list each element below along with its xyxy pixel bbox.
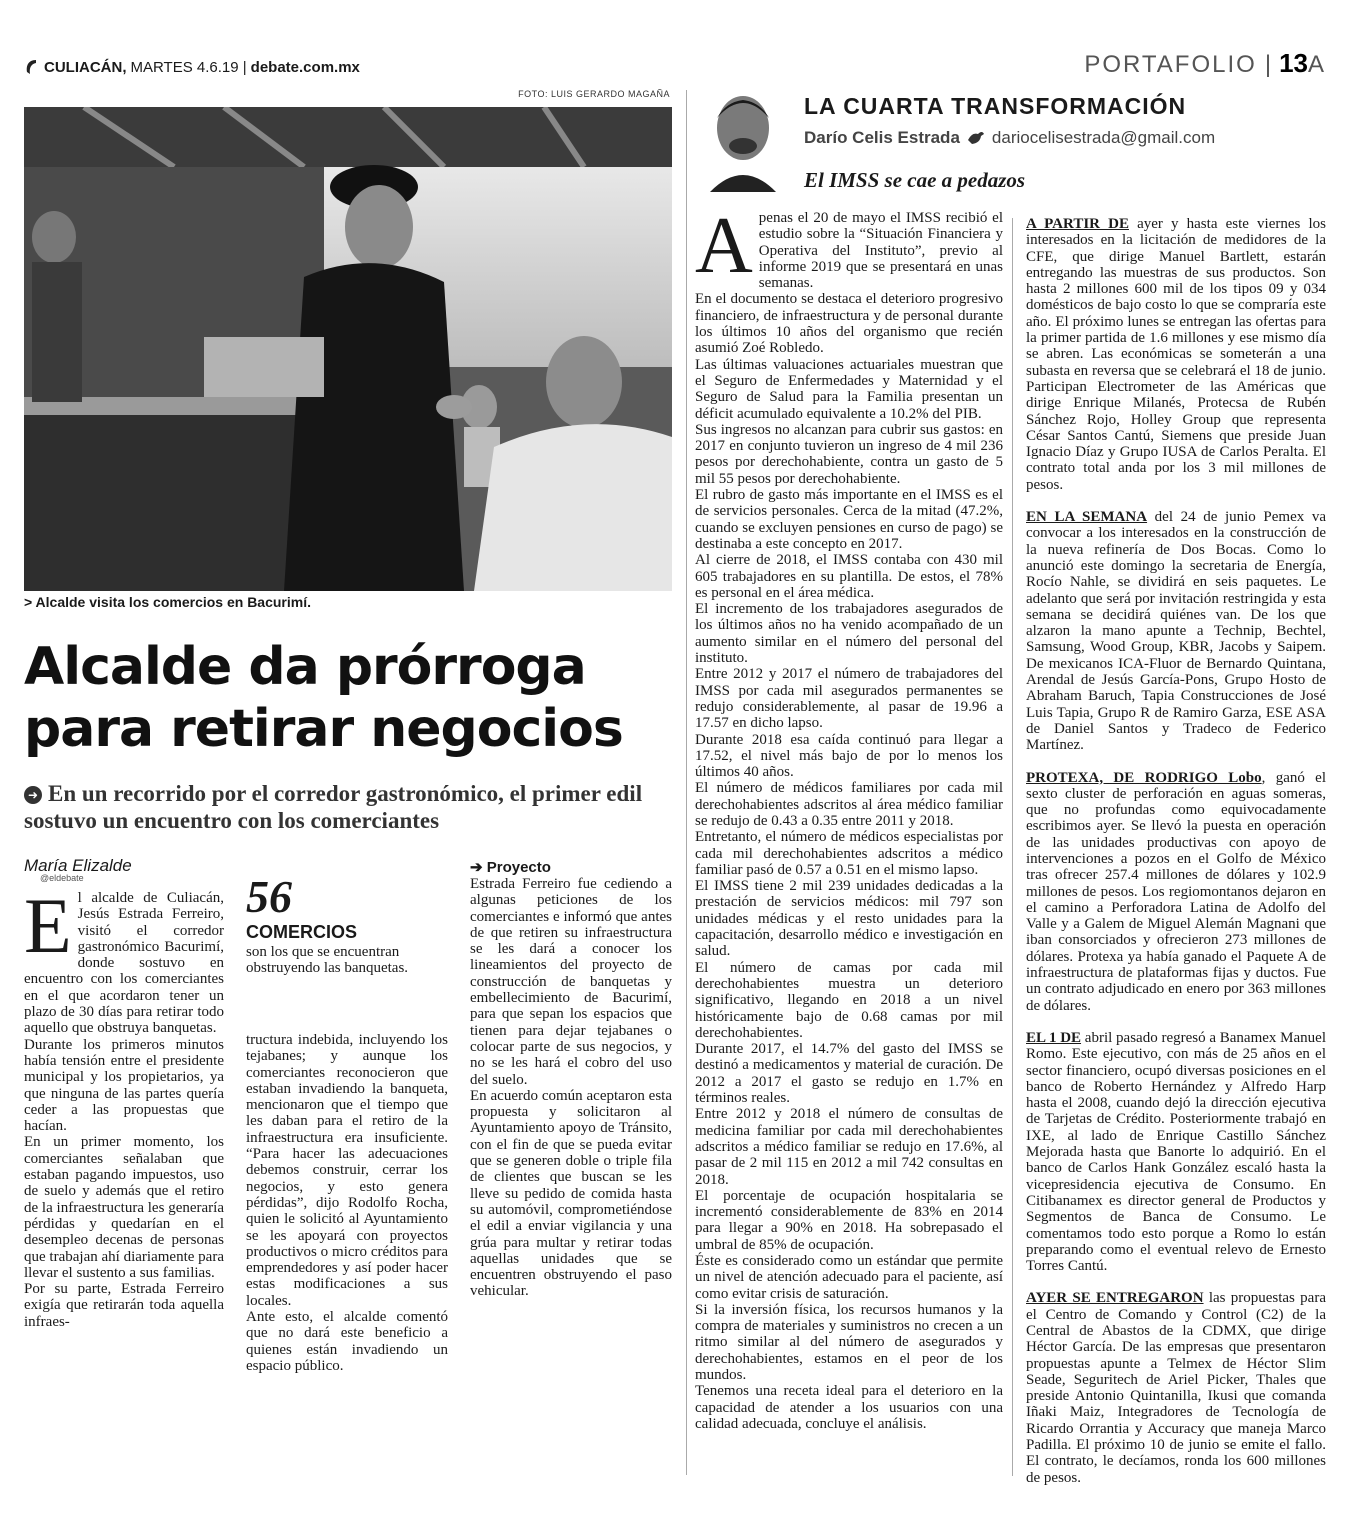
column-paragraph: El incremento de los trabajadores asegurados de los últimos años no ha venido acompañado de un aumento similar en el número del personal del instituto.: [695, 601, 1003, 667]
stat-text: son los que se encuentran obstruyendo las banquetas.: [246, 944, 409, 977]
subsection-label: ➔ Proyecto: [470, 859, 551, 876]
item-lead: EL 1 DE: [1026, 1029, 1082, 1046]
column-text-left: [695, 202, 1003, 1432]
column-dropcap: A: [695, 202, 753, 290]
section-name: PORTAFOLIO: [1084, 51, 1257, 78]
page-header-right: [1084, 48, 1324, 79]
column-paragraph: Al cierre de 2018, el IMSS contaba con 430 mil 605 trabajadores en su plantilla. De estos, el 78% es personal en el área médica.: [695, 552, 1003, 601]
column-paragraph: Las últimas valuaciones actuariales muestran que el Seguro de Enfermedades y Maternidad y el Seguro de Salud para la Familia presentan un déficit acumulado equivalente a 10.2% del PIB.: [695, 356, 1003, 422]
header-date: MARTES 4.6.19 |: [130, 58, 247, 76]
headline-line-2: para retirar negocios: [24, 699, 623, 759]
column-paragraph: Durante 2018 esa caída continuó para llegar a 17.52, el nivel más bajo de por lo menos los últimos 40 años.: [695, 731, 1003, 781]
column-text-right: [1026, 216, 1326, 1486]
header-city: CULIACÁN,: [44, 58, 127, 76]
column-paragraph: En el documento se destaca el deterioro progresivo financiero, de infraestructura y de personal durante los últimos 10 años del organismo que recién asumió Zoé Robledo.: [695, 291, 1003, 357]
page-number: 13: [1279, 48, 1308, 78]
stat-label: COMERCIOS: [246, 922, 358, 942]
author-email[interactable]: dariocelisestrada@gmail.com: [991, 128, 1216, 147]
column-item-text: , ganó el sexto cluster de perforación en aguas someras, que no profundas como equivocadamente escribimos ayer. Se llevó la puesta en operación de las unidades productivas con apoyo de intervenciones a pozos en el Golfo de México tras ofrecer 257.4 millones de dólares y 102.9 millones de pesos. Los regiomontanos dejaron en el camino a Perforadora Latina de Adolfo del Valle y a Galem de Miguel Alemán Magnani que iban consorciados y ofrecieron 273 millones de dólares. Protexa ya había ganado el Paquete A de infraestructura de plataformas fijas y ductos. Fue un contrato adjudicado en enero por 363 millones de dólares.: [1026, 769, 1327, 1014]
dropcap: E: [24, 882, 72, 969]
item-lead: AYER SE ENTREGARON: [1026, 1290, 1204, 1307]
arrow-bullet-icon: ➜: [24, 786, 42, 804]
column-paragraph: Entre 2012 y 2018 el número de consultas de medicina familiar por cada mil derechohabientes adscritos a médico familiar se redujo en 17.6%, al pasar de 2 mil 115 en 2012 a mil 742 consultas en 2018.: [695, 1106, 1003, 1188]
article-column-3: [470, 876, 672, 1300]
column-title: LA CUARTA TRANSFORMACIÓN: [804, 93, 1187, 119]
article-paragraph: tructura indebida, incluyendo los tejabanes; y aunque los comerciantes reconocieron que estaban invadiendo la banqueta, mencionaron que el tiempo que les daban para el retiro de la infraestructura era insuficiente. “Para hacer las adecuaciones debemos construir, cerrar los negocios, y esto genera pérdidas”, dijo Rodolfo Rocha, quien le solicitó al Ayuntamiento se les apoyará con proyectos productivos o micro créditos para emprendedores y así poder hacer estas modificaciones a sus locales.: [246, 1032, 448, 1309]
column-paragraph: Éste es considerado como un estándar que permite un nivel de atención adecuado para el paciente, así como evitar crisis de saturación.: [695, 1253, 1003, 1302]
column-paragraph: El rubro de gasto más importante en el IMSS es el de servicios personales. Cerca de la mitad (47.2%, cuando se excluyen pensiones en curso de pago) se destinaba a este concepto en 2017.: [695, 487, 1003, 552]
article-paragraph: Por su parte, Estrada Ferreiro exigía que retirarán toda aquella infraes-: [24, 1281, 224, 1330]
photo-caption: > Alcalde visita los comercios en Bacurimí.: [24, 594, 311, 610]
item-lead: PROTEXA, DE RODRIGO Lobo: [1026, 769, 1262, 786]
item-lead: A PARTIR DE: [1026, 216, 1129, 232]
column-paragraph: El porcentaje de ocupación hospitalaria se incrementó considerablemente de 83% en 2014 para llegar a 90% en 2018. Ha sobrepasado el umbral de 85% de ocupación.: [695, 1187, 1003, 1253]
news-photo: [24, 107, 672, 591]
column-paragraph: Entre 2012 y 2017 el número de trabajadores del IMSS por cada mil asegurados permanentes se redujo considerablemente, al pasar de 19.96 a 17.57 en dicho lapso.: [695, 666, 1003, 732]
article-paragraph: l alcalde de Culiacán, Jesús Estrada Ferreiro, visitó el corredor gastronómico Bacurimí, donde sostuvo en encuentro con los comerciantes en el que acordaron tener un plazo de 30 días para retirar todo aquello que obstruya banquetas.: [24, 890, 224, 1037]
stat-number: 56: [246, 871, 292, 922]
bird-icon: [966, 128, 986, 148]
header-site-link[interactable]: debate.com.mx: [250, 58, 360, 76]
columnist-photo: [700, 88, 786, 192]
column-item-text: abril pasado regresó a Banamex Manuel Romo. Este ejecutivo, con más de 25 años en el sector financiero, ocupó diversas posiciones en el banco de Roberto Hernández y Alfredo Harp hasta el 2008, cuando dejó la dirección ejecutiva de Tarjetas de Crédito. Posteriormente trabajó en IXE, al lado de Enrique Castillo Sánchez Mejorada hasta que Banorte lo adquirió. En el banco de Carlos Hank González escaló hasta la vicepresidencia ejecutiva de Consumo. En Citibanamex es director general de Productos y Segmentos de Banca de Consumo. Le comentamos todo esto porque a Romo lo están preparando como el eventual relevo de Ernesto Torres Cantú.: [1026, 1029, 1326, 1275]
column-paragraph: Tenemos una receta ideal para el deterioro en la capacidad de atender a los usuarios con una calidad adecuada, concluye el análisis.: [695, 1383, 1003, 1432]
column-paragraph: penas el 20 de mayo el IMSS recibió el estudio sobre la “Situación Financiera y Operativa del Instituto”, previo al informe 2019 que se presentará en unas semanas.: [758, 210, 1003, 292]
byline-handle: @eldebate: [40, 873, 84, 883]
columnist-portrait: [700, 88, 786, 192]
column-item-text: del 24 de junio Pemex va convocar a los interesados en la construcción de la nueva refinería de Dos Bocas. Como lo anunció este domingo la secretaria de Energía, Rocío Nahle, se dividirá en seis paquetes. Le adelanto que será por invitación restringida y esta semana se decidirá quiénes van. De los que alzaron la mano apunte a Technip, Bechtel, Samsung, Wood Group, KBR, Jacobs y Saipem. De mexicanos ICA-Fluor de Bernardo Quintana, Arendal de Jesús García-Pons, Grupo Hosto de Abraham Baruch, Tapia Construcciones de José Luis Tapia, Grupo R de Ramiro Garza, ESE ASA de Daniel Santos y Tradeco de Federico Martínez.: [1026, 509, 1326, 754]
headline-line-1: Alcalde da prórroga: [24, 637, 586, 697]
article-paragraph: En un primer momento, los comerciantes señalaban que estaban pagando impuestos, uso de suelo y además que el retiro de la infraestructura les generaría pérdidas y quedarían en el desempleo decenas de personas que trabajan ahí diariamente para llevar el sustento a sus familias.: [24, 1134, 224, 1281]
column-author: [804, 128, 1215, 148]
column-paragraph: Durante 2017, el 14.7% del gasto del IMSS se destinó a medicamentos y material de curación. De 2012 a 2017 el gasto se redujo en 1.7% en términos reales.: [695, 1041, 1003, 1107]
column-paragraph: El número de camas por cada mil derechohabientes muestra un deterioro significativo, llegando en 2018 a un nivel históricamente bajo de 0.68 camas por mil derechohabientes.: [695, 959, 1003, 1041]
article-column-1: [24, 882, 224, 1330]
column-paragraph: Entretanto, el número de médicos especialistas por cada mil derechohabientes adscritos a médico familiar pasó de 0.57 a 0.51 en el mismo lapso.: [695, 829, 1003, 878]
article-paragraph: Durante los primeros minutos había tensión entre el presidente municipal y los propietarios, ya que ninguna de las partes quería ceder a las propuestas que hacían.: [24, 1036, 224, 1135]
column-paragraph: Si la inversión física, los recursos humanos y la compra de materiales y suministros no crecen a un ritmo similar al del número de asegurados y derechohabientes, estamos en el peor de los mundos.: [695, 1301, 1003, 1384]
byline-name: María Elizalde: [24, 856, 132, 875]
photo-illustration: [24, 107, 672, 591]
photo-credit: FOTO: LUIS GERARDO MAGAÑA: [518, 89, 670, 99]
article-paragraph: En acuerdo común aceptaron esta propuesta y solicitaron al Ayuntamiento apoyo de Tránsito, con el fin de que se pueda evitar que se generen doble o triple fila de clientes que buscan se les lleve su pedido de comida hasta su automóvil, comprometiéndose el edil a enviar vigilancia y una grúa para multar y retirar todas aquellas unidades que se encuentren obstruyendo el paso vehicular.: [470, 1087, 672, 1300]
column-divider: [1012, 218, 1013, 1476]
header-separator: |: [1264, 51, 1272, 78]
article-subhead: [24, 780, 672, 834]
column-paragraph: El IMSS tiene 2 mil 239 unidades dedicadas a la prestación de servicios médicos: mil 797 son unidades médicas y el resto unidades para la capacitación, desarrollo médico e investigación en salud.: [695, 878, 1003, 960]
article-headline: [24, 636, 672, 760]
column-paragraph: Sus ingresos no alcanzan para cubrir sus gastos: en 2017 en conjunto tuvieron un ingreso de 4 mil 236 pesos por derechohabiente, contra un gasto de 5 mil 55 pesos por derechohabiente.: [695, 421, 1003, 487]
column-subtitle: El IMSS se cae a pedazos: [804, 168, 1026, 192]
column-item-text: las propuestas para el Centro de Comando y Control (C2) de la Central de Abastos de la CDMX, que dirige Héctor García. De las empresas que presentaron propuestas apunte a Telmex de Héctor Slim Seade, Seguritech de Ariel Picker, Thales que preside Antonio Quintanilla, Ikusi que comanda Iñaki Maiz, Integradores de Tecnología de Ricardo Orrantia y Accuracy que maneja Marco Padilla. El próximo 10 de junio se emite el fallo. El contrato, le decíamos, ronda los 600 millones de pesos.: [1026, 1290, 1326, 1486]
subhead-text: En un recorrido por el corredor gastronómico, el primer edil sostuvo un encuentro con los comerciantes: [24, 781, 643, 833]
debate-logo-icon: [24, 58, 40, 76]
author-name: Darío Celis Estrada: [804, 128, 960, 147]
column-paragraph: El número de médicos familiares por cada mil derechohabientes adscritos al área médico familiar se redujo de 0.43 a 0.35 entre 2011 y 2018.: [695, 780, 1003, 829]
article-paragraph: Estrada Ferreiro fue cediendo a algunas peticiones de los comerciantes e informó que antes de que retiren su infraestructura se les dará a conocer los lineamientos del proyecto de construcción de banquetas y embellecimiento de Bacurimí, para que sepan los espacios que tienen para dejar tejabanes o colocar parte de sus negocios, y no se les hará el cobro del uso del suelo.: [470, 876, 672, 1088]
column-item-text: ayer y hasta este viernes los interesados en la licitación de medidores de la CFE, que dirige Manuel Bartlett, estarán entregando las muestras de sus productos. Son hasta 2 millones 600 mil de los tipos 09 y 034 domésticos de bajo costo lo que se compraría este año. El próximo lunes se entregan las ofertas para la primer partida de 1.6 millones y ese mismo día se abren. Las económicas se someterán a una subasta en reversa que se celebrará el 18 de junio. Participan Electrometer de las Américas que dirige Enrique Milanés, Protecsa de Rubén Sánchez Rojo, Holley Group que representa César Santos Cantú, Siemens que preside Juan Ignacio Díaz y Grupo IUSA de Carlos Peralta. El contrato total anda por los 3 mil millones de pesos.: [1026, 216, 1326, 493]
item-lead: EN LA SEMANA: [1026, 509, 1148, 526]
page-suffix: A: [1307, 51, 1324, 78]
article-paragraph: Ante esto, el alcalde comentó que no dará este beneficio a quienes están invadiendo un espacio público.: [246, 1309, 448, 1374]
column-divider: [686, 90, 687, 1475]
article-column-2: [246, 1032, 448, 1374]
page-header-left: [24, 58, 360, 76]
